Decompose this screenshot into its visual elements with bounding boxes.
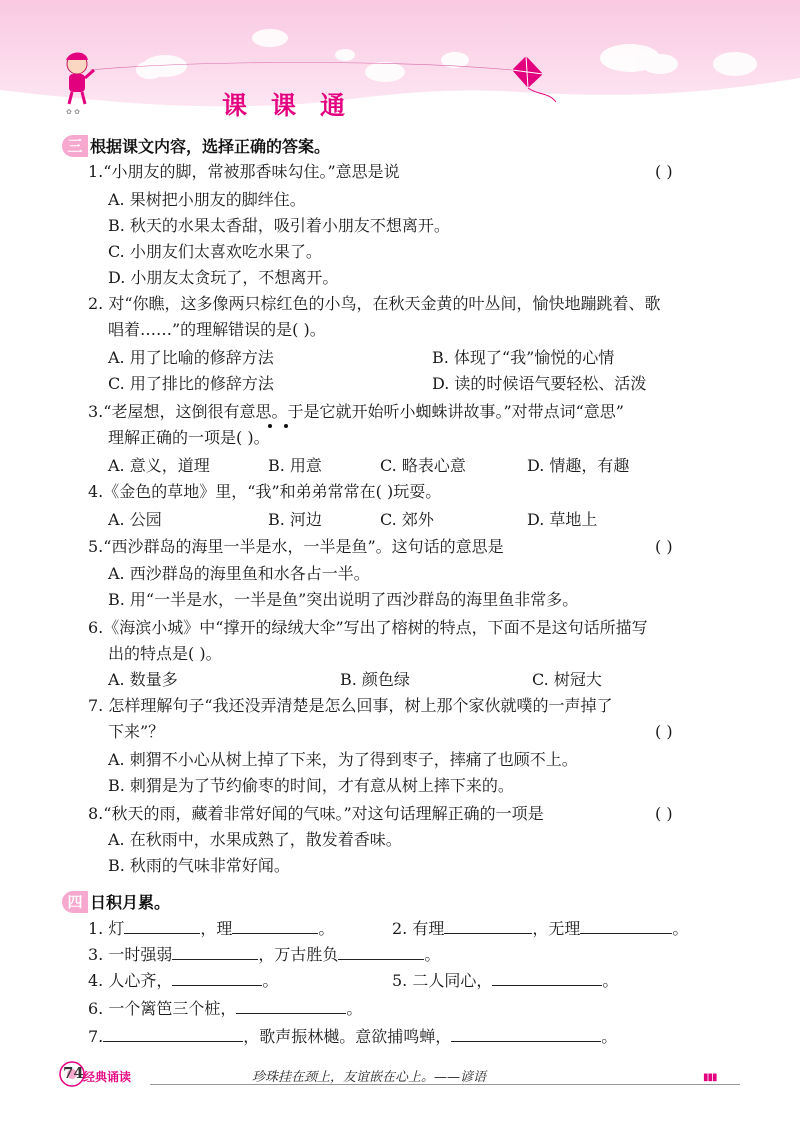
q2-option-d: D. 读的时候语气要轻松、活泼 xyxy=(432,374,647,393)
q4-option-d: D. 草地上 xyxy=(527,510,598,529)
section-4-title: 日积月累。 xyxy=(90,893,171,912)
idiom-5-part1: 5. 二人同心， xyxy=(392,971,493,990)
header-decoration xyxy=(0,0,800,130)
fill-blank[interactable] xyxy=(232,918,318,934)
fill-blank[interactable] xyxy=(444,918,532,934)
q3-stem-line2: 理解正确的一项是( )。 xyxy=(108,428,270,447)
footer-label: 经典诵读 xyxy=(83,1070,132,1084)
fill-blank[interactable] xyxy=(124,918,200,934)
q2-option-a: A. 用了比喻的修辞方法 xyxy=(108,348,274,367)
q5-option-b: B. 用“一半是水，一半是鱼”突出说明了西沙群岛的海里鱼非常多。 xyxy=(108,590,579,609)
q2-option-c: C. 用了排比的修辞方法 xyxy=(108,374,274,393)
q6-option-b: B. 颜色绿 xyxy=(340,670,410,689)
section-4-badge: 四 xyxy=(62,891,88,913)
idiom-2-part2: ，无理 xyxy=(532,919,581,938)
idiom-6-part1: 6. 一个篱笆三个桩， xyxy=(88,999,237,1018)
idiom-line-6 xyxy=(88,998,362,1019)
idiom-3-part1: 3. 一时强弱 xyxy=(88,945,173,964)
page-header xyxy=(0,0,800,130)
emphasis-dot xyxy=(284,424,288,428)
fill-blank[interactable] xyxy=(172,970,262,986)
idiom-line-2 xyxy=(392,918,688,939)
q7-stem-line2: 下来”？ xyxy=(108,722,165,741)
q3-option-b: B. 用意 xyxy=(268,456,322,475)
q3-option-a: A. 意义，道理 xyxy=(108,456,210,475)
idiom-4-part1: 4. 人心齐， xyxy=(88,971,173,990)
q3-option-d: D. 情趣，有趣 xyxy=(527,456,630,475)
q3-option-c: C. 略表心意 xyxy=(380,456,466,475)
q6-stem-line2: 出的特点是( )。 xyxy=(108,644,222,663)
section-4-heading xyxy=(62,890,170,913)
q1-option-b: B. 秋天的水果太香甜，吸引着小朋友不想离开。 xyxy=(108,216,450,235)
idiom-2-end: 。 xyxy=(672,919,689,938)
q5-answer-paren[interactable]: ( ) xyxy=(655,537,673,556)
q1-option-d: D. 小朋友太贪玩了，不想离开。 xyxy=(108,268,339,287)
fill-blank[interactable] xyxy=(492,970,602,986)
footer-quote: 珍珠挂在颈上，友谊嵌在心上。——谚语 xyxy=(252,1070,487,1085)
q8-option-b: B. 秋雨的气味非常好闻。 xyxy=(108,856,290,875)
q4-option-c: C. 郊外 xyxy=(380,510,434,529)
idiom-2-part1: 2. 有理 xyxy=(392,919,445,938)
q1-option-a: A. 果树把小朋友的脚绊住。 xyxy=(108,190,306,209)
q6-option-a: A. 数量多 xyxy=(108,670,178,689)
idiom-line-4 xyxy=(88,970,278,991)
section-3-heading xyxy=(62,134,330,157)
q7-option-b: B. 刺猬是为了节约偷枣的时间，才有意从树上摔下来的。 xyxy=(108,776,514,795)
q5-option-a: A. 西沙群岛的海里鱼和水各占一半。 xyxy=(108,564,370,583)
idiom-5-end: 。 xyxy=(602,971,619,990)
q7-stem-line1: 7. 怎样理解句子“我还没弄清楚是怎么回事，树上那个家伙就噗的一声掉了 xyxy=(88,696,613,715)
poem-7-number: 7. xyxy=(88,1027,104,1046)
svg-text:✿ ✿: ✿ ✿ xyxy=(66,108,80,116)
fill-blank[interactable] xyxy=(172,944,258,960)
fill-blank[interactable] xyxy=(236,998,346,1014)
idiom-4-end: 。 xyxy=(262,971,279,990)
q8-option-a: A. 在秋雨中，水果成熟了，散发着香味。 xyxy=(108,830,402,849)
q4-option-b: B. 河边 xyxy=(268,510,322,529)
idiom-1-part2: ，理 xyxy=(200,919,233,938)
fill-blank[interactable] xyxy=(451,1026,601,1042)
q7-option-a: A. 刺猬不小心从树上掉了下来，为了得到枣子，摔痛了也顾不上。 xyxy=(108,750,578,769)
q4-stem: 4.《金色的草地》里，“我”和弟弟常常在( )玩耍。 xyxy=(88,482,442,501)
q4-option-a: A. 公园 xyxy=(108,510,162,529)
q2-stem-line2: 唱着……”的理解错误的是( )。 xyxy=(108,320,326,339)
header-title: 课课通 xyxy=(222,91,370,120)
idiom-1-part1: 1. 灯 xyxy=(88,919,125,938)
section-3-badge: 三 xyxy=(62,135,88,157)
section-3-title: 根据课文内容，选择正确的答案。 xyxy=(90,137,331,156)
page-number: 74 xyxy=(63,1064,84,1082)
q1-stem: 1.“小朋友的脚，常被那香味勾住。”意思是说 xyxy=(88,162,400,181)
idiom-3-end: 。 xyxy=(424,945,441,964)
q2-option-b: B. 体现了“我”愉悦的心情 xyxy=(432,348,615,367)
poem-7-end: 。 xyxy=(601,1027,618,1046)
q2-stem-line1: 2. 对“你瞧，这多像两只棕红色的小鸟，在秋天金黄的叶丛间，愉快地蹦跳着、歌 xyxy=(88,294,661,313)
idiom-3-part2: ，万古胜负 xyxy=(258,945,339,964)
idiom-line-3 xyxy=(88,944,440,965)
idiom-1-end: 。 xyxy=(318,919,335,938)
q1-option-c: C. 小朋友们太喜欢吃水果了。 xyxy=(108,242,322,261)
fill-blank[interactable] xyxy=(338,944,424,960)
idiom-6-end: 。 xyxy=(346,999,363,1018)
decorative-dots: ▮▮▮ xyxy=(703,1072,717,1083)
poem-7-middle: ，歌声振林樾。意欲捕鸣蝉， xyxy=(243,1027,452,1046)
q8-stem: 8.“秋天的雨，藏着非常好闻的气味。”对这句话理解正确的一项是 xyxy=(88,804,544,823)
q5-stem: 5.“西沙群岛的海里一半是水，一半是鱼”。这句话的意思是 xyxy=(88,537,504,556)
fill-blank[interactable] xyxy=(103,1026,243,1042)
q3-stem-line1: 3.“老屋想，这倒很有意思。于是它就开始听小蜘蛛讲故事。”对带点词“意思” xyxy=(88,402,624,421)
poem-line-7 xyxy=(88,1026,617,1047)
fill-blank[interactable] xyxy=(580,918,672,934)
q1-answer-paren[interactable]: ( ) xyxy=(655,162,673,181)
q6-stem-line1: 6.《海滨小城》中“撑开的绿绒大伞”写出了榕树的特点，下面不是这句话所描写 xyxy=(88,618,648,637)
q7-answer-paren[interactable]: ( ) xyxy=(655,722,673,741)
idiom-line-5 xyxy=(392,970,618,991)
idiom-line-1 xyxy=(88,918,334,939)
q6-option-c: C. 树冠大 xyxy=(532,670,602,689)
page-footer xyxy=(0,1058,800,1098)
q8-answer-paren[interactable]: ( ) xyxy=(655,804,673,823)
